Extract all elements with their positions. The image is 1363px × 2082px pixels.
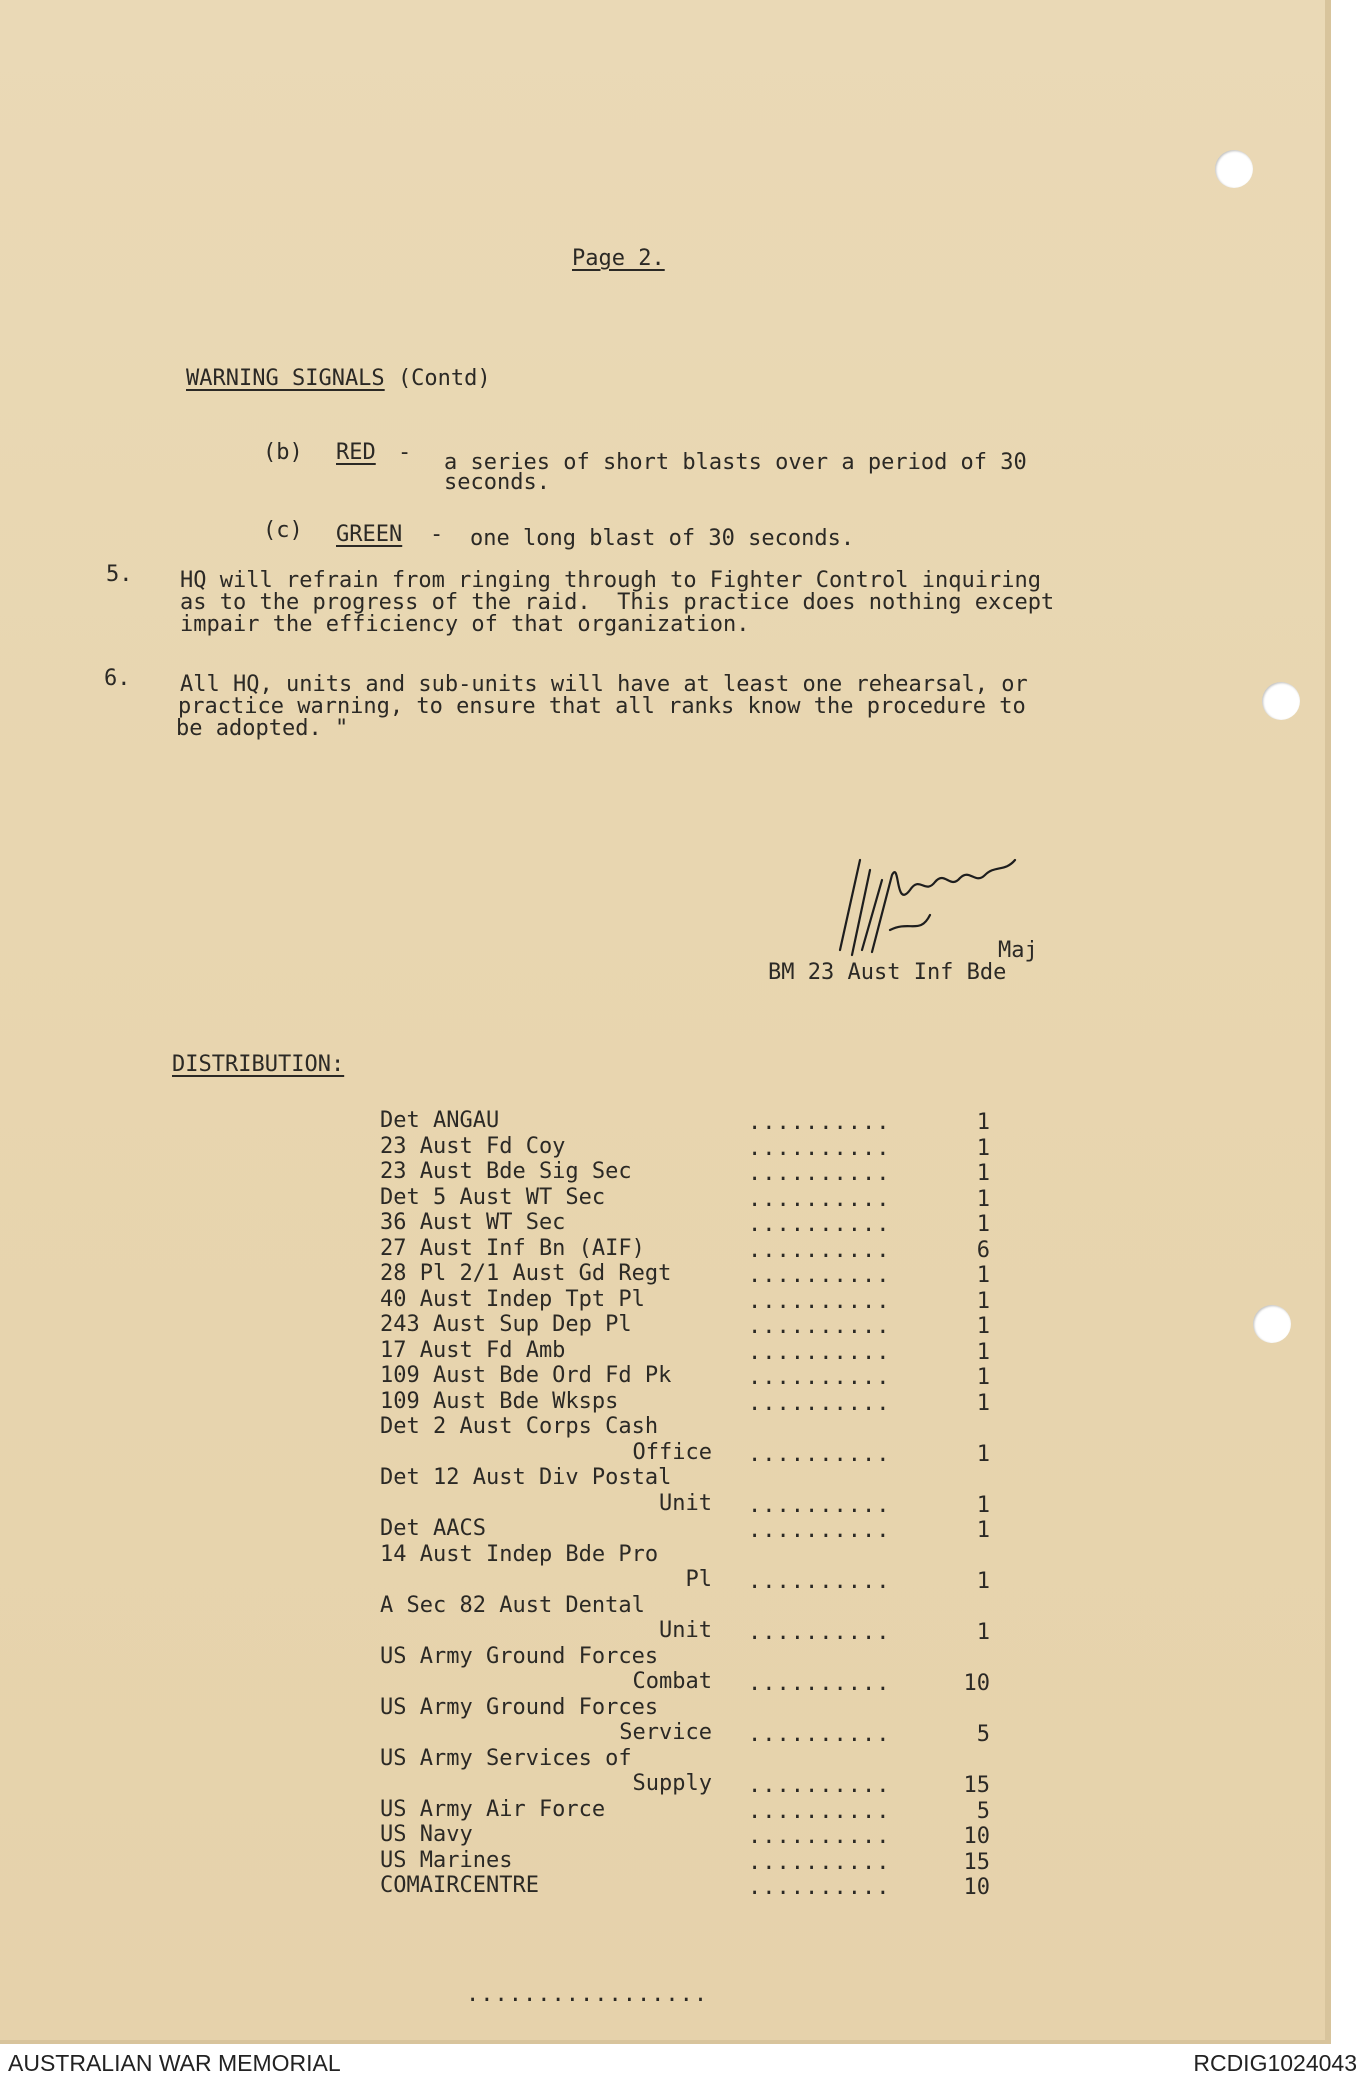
signal-dash: - bbox=[398, 440, 412, 465]
paragraph-line: HQ will refrain from ringing through to Fighter Control inquiring bbox=[180, 568, 1041, 593]
distribution-unit: Det ANGAU bbox=[380, 1108, 500, 1133]
distribution-unit: 14 Aust Indep Bde Pro bbox=[380, 1541, 659, 1567]
leader-dots: .......... bbox=[748, 1212, 891, 1237]
paragraph-line: be adopted. " bbox=[176, 716, 349, 741]
paragraph-line: as to the progress of the raid. This practice does nothing except bbox=[180, 590, 1055, 615]
leader-dots: .......... bbox=[748, 1492, 891, 1518]
distribution-unit: 27 Aust Inf Bn (AIF) bbox=[380, 1235, 645, 1261]
paragraph-line: impair the efficiency of that organization. bbox=[180, 612, 750, 637]
leader-dots: .......... bbox=[748, 1773, 891, 1798]
signal-dash: - bbox=[430, 522, 444, 547]
leader-dots: .......... bbox=[748, 1875, 891, 1900]
distribution-quantity: 1 bbox=[976, 1263, 990, 1288]
distribution-unit-continuation: Pl bbox=[685, 1567, 712, 1592]
signal-color: RED bbox=[336, 440, 376, 465]
distribution-unit: A Sec 82 Aust Dental bbox=[380, 1592, 645, 1618]
distribution-quantity: 1 bbox=[976, 1569, 990, 1594]
distribution-unit: 28 Pl 2/1 Aust Gd Regt bbox=[380, 1261, 672, 1286]
distribution-quantity: 1 bbox=[976, 1492, 990, 1518]
paragraph-line: practice warning, to ensure that all ranks know the procedure to bbox=[178, 694, 1026, 719]
distribution-quantity: 1 bbox=[976, 1135, 990, 1161]
distribution-unit-continuation: Unit bbox=[659, 1490, 712, 1516]
leader-dots: .......... bbox=[748, 1518, 891, 1543]
leader-dots: .......... bbox=[748, 1365, 891, 1390]
leader-dots: .......... bbox=[748, 1441, 891, 1467]
distribution-unit: US Army Ground Forces bbox=[380, 1643, 659, 1669]
leader-dots: .......... bbox=[748, 1824, 891, 1849]
signal-text: a series of short blasts over a period of 30 bbox=[444, 450, 1027, 475]
distribution-quantity: 1 bbox=[976, 1620, 990, 1645]
section-title: WARNING SIGNALS bbox=[186, 366, 385, 391]
distribution-quantity: 1 bbox=[976, 1390, 990, 1416]
distribution-unit: US Army Services of bbox=[380, 1745, 632, 1771]
distribution-title: DISTRIBUTION: bbox=[172, 1052, 345, 1077]
distribution-unit: US Navy bbox=[380, 1822, 473, 1847]
leader-dots: .......... bbox=[748, 1288, 891, 1314]
leader-dots: .......... bbox=[748, 1798, 891, 1824]
leader-dots: .......... bbox=[748, 1314, 891, 1339]
footer-reference: RCDIG1024043 bbox=[1193, 2050, 1357, 2076]
distribution-quantity: 10 bbox=[963, 1875, 990, 1900]
distribution-unit: 40 Aust Indep Tpt Pl bbox=[380, 1286, 645, 1312]
distribution-unit: Det 2 Aust Corps Cash bbox=[380, 1414, 659, 1439]
leader-dots: .......... bbox=[748, 1569, 891, 1594]
punch-hole bbox=[1262, 682, 1300, 720]
signal-text: one long blast of 30 seconds. bbox=[470, 526, 855, 551]
leader-dots: .......... bbox=[748, 1671, 891, 1696]
distribution-quantity: 5 bbox=[976, 1722, 990, 1747]
distribution-quantity: 1 bbox=[976, 1186, 990, 1212]
distribution-quantity: 1 bbox=[976, 1339, 990, 1365]
distribution-unit-continuation: Unit bbox=[659, 1618, 712, 1643]
distribution-quantity: 1 bbox=[976, 1314, 990, 1339]
distribution-quantity: 1 bbox=[976, 1212, 990, 1237]
leader-dots: .......... bbox=[748, 1849, 891, 1875]
distribution-unit-continuation: Service bbox=[619, 1720, 712, 1745]
distribution-unit-continuation: Combat bbox=[632, 1669, 712, 1694]
closing-dots: ................. bbox=[466, 1982, 709, 2007]
distribution-unit: 17 Aust Fd Amb bbox=[380, 1337, 566, 1363]
distribution-unit: 109 Aust Bde Ord Fd Pk bbox=[380, 1363, 672, 1388]
leader-dots: .......... bbox=[748, 1237, 891, 1263]
distribution-unit: US Army Ground Forces bbox=[380, 1694, 659, 1720]
distribution-unit: US Marines bbox=[380, 1847, 513, 1873]
leader-dots: .......... bbox=[748, 1110, 891, 1135]
leader-dots: .......... bbox=[748, 1390, 891, 1416]
distribution-quantity: 1 bbox=[976, 1441, 990, 1467]
signal-text: seconds. bbox=[444, 470, 550, 495]
distribution-quantity: 1 bbox=[976, 1365, 990, 1390]
punch-hole bbox=[1253, 1305, 1291, 1343]
distribution-unit-continuation: Supply bbox=[632, 1771, 712, 1796]
distribution-unit: COMAIRCENTRE bbox=[380, 1873, 539, 1898]
distribution-unit: 109 Aust Bde Wksps bbox=[380, 1388, 619, 1414]
leader-dots: .......... bbox=[748, 1339, 891, 1365]
distribution-unit-continuation: Office bbox=[632, 1439, 712, 1465]
punch-hole bbox=[1215, 150, 1253, 188]
distribution-quantity: 15 bbox=[963, 1849, 990, 1875]
leader-dots: .......... bbox=[748, 1186, 891, 1212]
distribution-unit: 36 Aust WT Sec bbox=[380, 1210, 566, 1235]
leader-dots: .......... bbox=[748, 1620, 891, 1645]
signatory-rank: Maj bbox=[998, 938, 1038, 963]
footer-source: AUSTRALIAN WAR MEMORIAL bbox=[8, 2050, 341, 2076]
distribution-quantity: 1 bbox=[976, 1288, 990, 1314]
distribution-quantity: 1 bbox=[976, 1518, 990, 1543]
leader-dots: .......... bbox=[748, 1722, 891, 1747]
leader-dots: .......... bbox=[748, 1135, 891, 1161]
distribution-unit: 243 Aust Sup Dep Pl bbox=[380, 1312, 632, 1337]
distribution-unit: 23 Aust Bde Sig Sec bbox=[380, 1159, 632, 1184]
distribution-unit: Det AACS bbox=[380, 1516, 486, 1541]
distribution-quantity: 10 bbox=[963, 1824, 990, 1849]
distribution-quantity: 1 bbox=[976, 1161, 990, 1186]
paragraph-number: 6. bbox=[104, 666, 131, 691]
distribution-unit: 23 Aust Fd Coy bbox=[380, 1133, 566, 1159]
distribution-unit: US Army Air Force bbox=[380, 1796, 606, 1822]
distribution-unit: Det 5 Aust WT Sec bbox=[380, 1184, 606, 1210]
section-title-suffix: (Contd) bbox=[397, 366, 491, 391]
leader-dots: .......... bbox=[748, 1263, 891, 1288]
paragraph-number: 5. bbox=[106, 562, 133, 587]
distribution-quantity: 10 bbox=[963, 1671, 990, 1696]
page-heading: Page 2. bbox=[572, 246, 665, 271]
distribution-quantity: 15 bbox=[963, 1773, 990, 1798]
section-heading bbox=[186, 368, 491, 390]
signal-marker: (c) bbox=[263, 518, 303, 543]
leader-dots: .......... bbox=[748, 1161, 891, 1186]
signal-marker: (b) bbox=[263, 440, 303, 465]
distribution-quantity: 1 bbox=[976, 1110, 990, 1135]
signal-color: GREEN bbox=[336, 522, 403, 547]
distribution-quantity: 6 bbox=[976, 1237, 990, 1263]
paragraph-line: All HQ, units and sub-units will have at least one rehearsal, or bbox=[180, 672, 1028, 697]
distribution-unit: Det 12 Aust Div Postal bbox=[380, 1465, 672, 1490]
distribution-quantity: 5 bbox=[976, 1798, 990, 1824]
signatory-appointment: BM 23 Aust Inf Bde bbox=[768, 960, 1007, 985]
